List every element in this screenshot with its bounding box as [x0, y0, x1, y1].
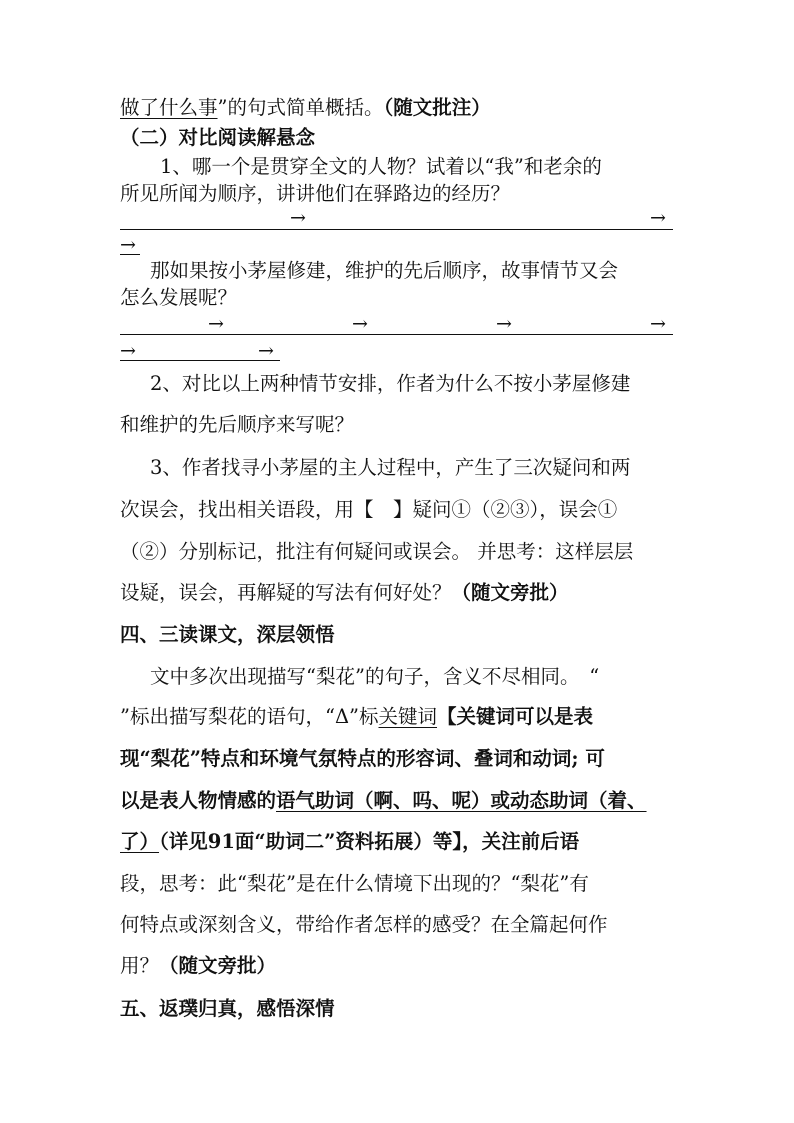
question-1-line-1: 1、哪一个是贯穿全文的人物？试着以“我”和老余的 [160, 155, 602, 178]
section-4-line-6: 段，思考：此“梨花”是在什么情境下出现的？“梨花”有 [120, 872, 589, 895]
followup-line-2: 怎么发展呢？ [120, 286, 238, 309]
section-4-line-2 [120, 704, 593, 730]
arrow-icon: → [120, 234, 136, 256]
annotation-note: （随文旁批） [451, 581, 569, 604]
section-4-line-8 [120, 953, 276, 979]
underlined-particles: 语气助词（啊、吗、呢）或动态助词（着、 [276, 789, 647, 812]
section-5-heading: 五、返璞归真，感悟深情 [120, 997, 335, 1020]
answer-blank-line[interactable] [120, 229, 673, 230]
keyword-guide: 以是表人物情感的 [120, 789, 277, 812]
section-4-heading: 四、三读课文，深层领悟 [120, 623, 335, 646]
question-3-line-1: 3、作者找寻小茅屋的主人过程中，产生了三次疑问和两 [150, 456, 631, 479]
section-4-line-1: 文中多次出现描写“梨花”的句子，含义不尽相同。 “ [150, 665, 600, 688]
underlined-phrase: 做了什么事 [120, 96, 218, 119]
arrow-icon: → [352, 313, 368, 335]
question-3-line-3: （②）分别标记，批注有何疑问或误会。 并思考：这样层层 [120, 540, 634, 563]
section-4-text: 用？ [120, 954, 160, 977]
underlined-particles: 了） [120, 830, 160, 853]
section-4-text: ”标出描写梨花的语句，“Δ”标 [120, 705, 379, 728]
reference-note: （详见91面“助词二”资料拓展）等】，关注前后语 [159, 830, 580, 853]
section-4-line-7: 何特点或深刻含义，带给作者怎样的感受？在全篇起何作 [120, 913, 608, 936]
question-3-line-4 [120, 580, 569, 606]
followup-line-1: 那如果按小茅屋修建，维护的先后顺序，故事情节又会 [150, 259, 619, 282]
annotation-note: （随文批注） [383, 96, 491, 119]
question-3-line-2: 次误会，找出相关语段，用【 】疑问①（②③），误会① [120, 498, 618, 521]
annotation-note: （随文旁批） [159, 954, 277, 977]
question-3-text: 设疑，误会，再解疑的写法有何好处？ [120, 581, 452, 604]
answer-blank-line[interactable] [120, 254, 140, 255]
arrow-icon: → [650, 207, 666, 229]
arrow-icon: → [650, 313, 666, 335]
intro-text: ”的句式简单概括。 [217, 96, 384, 119]
keyword-guide: 【关键词可以是表 [437, 705, 594, 728]
question-2-line-1: 2、对比以上两种情节安排，作者为什么不按小茅屋修建 [150, 372, 631, 395]
subsection-heading: （二）对比阅读解悬念 [120, 126, 316, 149]
arrow-icon: → [496, 313, 512, 335]
question-1-line-2: 所见所闻为顺序，讲讲他们在驿路边的经历？ [120, 182, 511, 205]
answer-blank-line[interactable] [120, 334, 673, 335]
arrow-icon: → [208, 313, 224, 335]
answer-blank-line[interactable] [120, 360, 280, 361]
arrow-icon: → [290, 207, 306, 229]
question-2-line-2: 和维护的先后顺序来写呢？ [120, 413, 355, 436]
arrow-icon: → [258, 340, 274, 362]
section-4-line-5 [120, 829, 579, 855]
arrow-icon: → [120, 340, 136, 362]
underlined-keyword: 关键词 [378, 705, 438, 728]
section-4-line-3: 现“梨花”特点和环境气氛特点的形容词、叠词和动词; 可 [120, 747, 605, 770]
intro-line [120, 95, 491, 121]
section-4-line-4 [120, 788, 647, 814]
